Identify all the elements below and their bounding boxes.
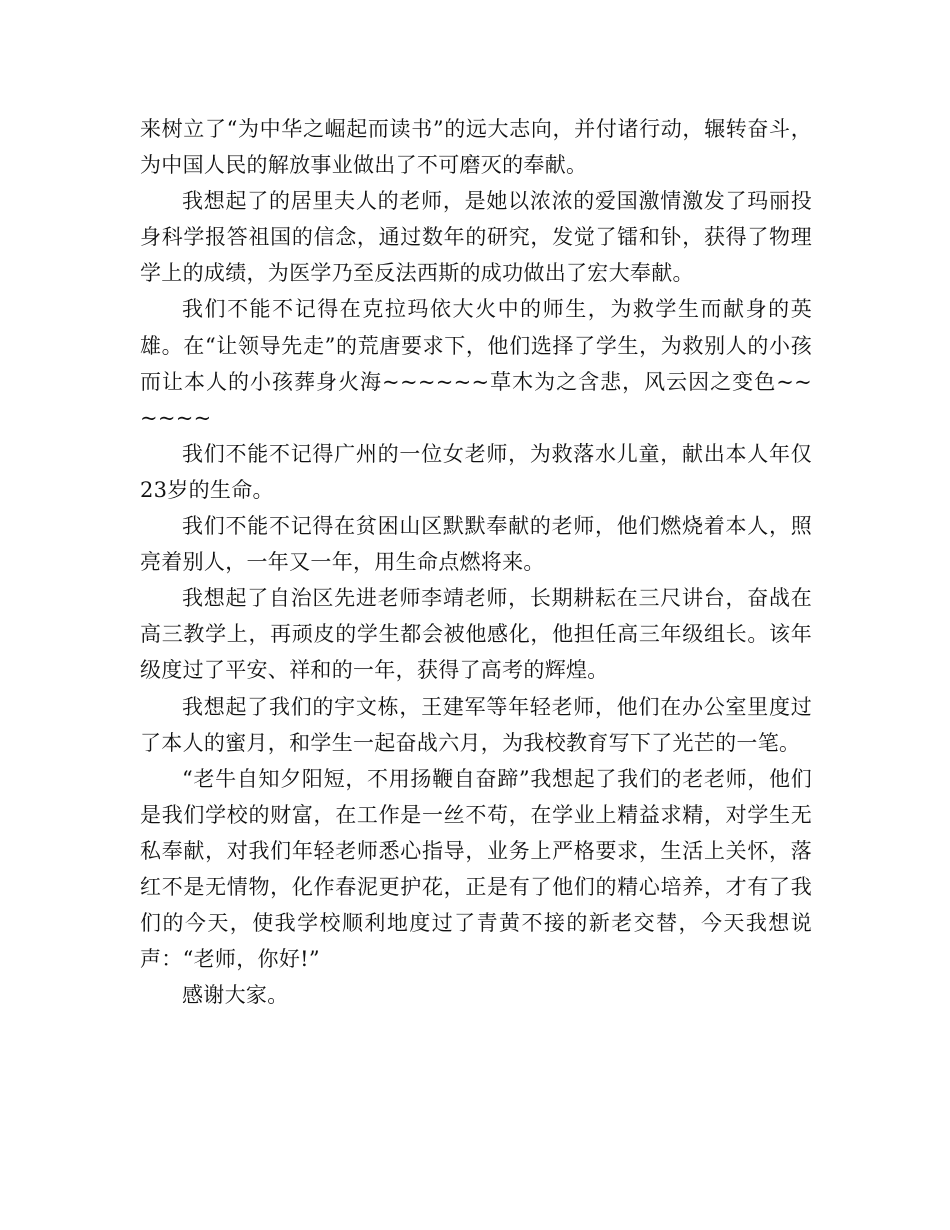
paragraph-1: 来树立了“为中华之崛起而读书”的远大志向，并付诸行动，辗转奋斗，为中国人民的解放事业做出了不可磨灭的奉献。 xyxy=(140,117,812,178)
paragraph-5: 我们不能不记得在贫困山区默默奉献的老师，他们燃烧着本人，照亮着别人，一年又一年，用生命点燃将来。 xyxy=(140,514,812,575)
document-body xyxy=(140,111,812,1013)
paragraph-2: 我想起了的居里夫人的老师，是她以浓浓的爱国激情激发了玛丽投身科学报答祖国的信念，通过数年的研究，发觉了镭和钋，获得了物理学上的成绩，为医学乃至反法西斯的成功做出了宏大奉献。 xyxy=(140,189,812,286)
closing-line: 感谢大家。 xyxy=(182,983,289,1008)
paragraph-7: 我想起了我们的宇文栋，王建军等年轻老师，他们在办公室里度过了本人的蜜月，和学生一起奋战六月，为我校教育写下了光芒的一笔。 xyxy=(140,694,812,755)
paragraph-3: 我们不能不记得在克拉玛依大火中的师生，为救学生而献身的英雄。在“让领导先走”的荒唐要求下，他们选择了学生，为救别人的小孩而让本人的小孩葬身火海~~~~~~草木为之含悲，风云因之变色~~~~~~ xyxy=(140,297,812,430)
paragraph-8: “老牛自知夕阳短，不用扬鞭自奋蹄”我想起了我们的老老师，他们是我们学校的财富，在工作是一丝不苟，在学业上精益求精，对学生无私奉献，对我们年轻老师悉心指导，业务上严格要求，生活上关怀，落红不是无情物，化作春泥更护花，正是有了他们的精心培养，才有了我们的今天，使我学校顺利地度过了青黄不接的新老交替，今天我想说声：“老师，你好!” xyxy=(140,766,812,972)
paragraph-4: 我们不能不记得广州的一位女老师，为救落水儿童，献出本人年仅23岁的生命。 xyxy=(140,441,812,502)
paragraph-6: 我想起了自治区先进老师李靖老师，长期耕耘在三尺讲台，奋战在高三教学上，再顽皮的学生都会被他感化，他担任高三年级组长。该年级度过了平安、祥和的一年，获得了高考的辉煌。 xyxy=(140,586,812,683)
